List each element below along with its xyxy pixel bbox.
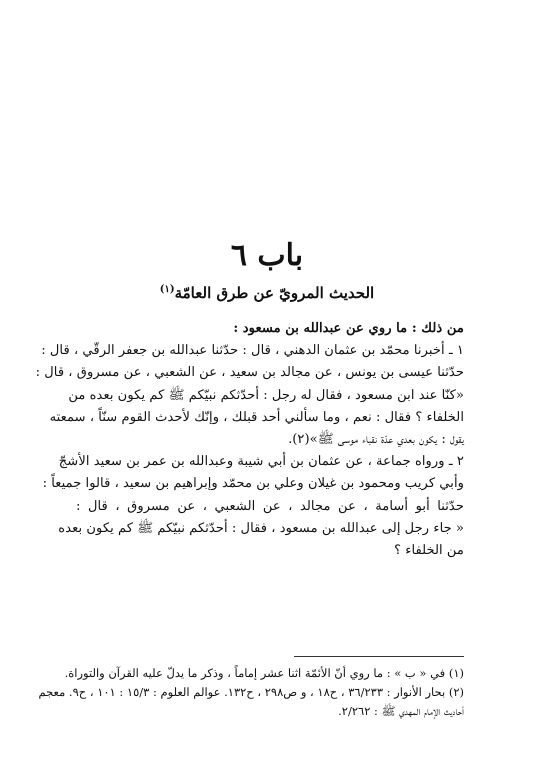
footnote: (١) في « ب » : ما روي أنّ الأئمّة اثنا عشر إماماً ، وذكر ما يدلّ عليه القرآن والتوراة. <box>64 666 464 680</box>
footnote: أحاديث الإمام المهدي ﷺ : ٢/٢٦٢. <box>338 704 464 718</box>
subtitle-text: الحديث المرويّ عن طرق العامّة <box>174 284 375 302</box>
body-line: الخلفاء ؟ فقال : نعم ، وما سألني أحد قبلك ، وإنّك لأحدث القوم سنّاً ، سمعته <box>49 409 464 425</box>
footnote: (٢) بحار الأنوار : ٣٦/٢٣٣ ، ح١٨ ، و ص٢٩٨ ، ح١٣٢. عوالم العلوم : ١٥/٣ : ١٠١ ، ح٩. معجم <box>38 685 464 699</box>
footnotes <box>38 664 464 721</box>
body-line: ١ ـ أخبرنا محمّد بن عثمان الدهني ، قال : حدّثنا عبدالله بن جعفر الرقّي ، قال : <box>41 343 464 359</box>
body-line: حدّثنا عيسى بن يونس ، عن مجالد بن سعيد ، عن الشعبي ، عن مسروق ، قال : <box>35 365 464 381</box>
body-line: من الخلفاء ؟ <box>394 542 464 558</box>
subtitle-footnote-ref: (١) <box>159 284 175 295</box>
body-line: من ذلك : ما روي عن عبدالله بن مسعود : <box>233 321 464 336</box>
body-text <box>35 318 464 562</box>
body-line: ٢ ـ ورواه جماعة ، عن عثمان بن أبي شيبة وعبدالله بن عمر بن سعيد الأشجّ <box>58 454 464 470</box>
body-line: « جاء رجل إلى عبدالله بن مسعود ، فقال : أحدّثكم نبيّكم ﷺ كم يكون بعده <box>58 520 464 536</box>
footnote-divider <box>294 656 464 657</box>
chapter-subtitle <box>0 284 534 302</box>
body-line: وأبي كريب ومحمود بن غيلان وعلي بن محمّد وإبراهيم بن سعيد ، قالوا جميعاً : <box>42 476 464 492</box>
body-line: يقول : يكون بعدي عدّة نقباء موسى ﷺ»(٢). <box>288 431 464 447</box>
body-line: حدّثنا أبو أسامة ، عن مجالد ، عن الشعبي ، عن مسروق ، قال : <box>76 498 464 514</box>
body-line: «كنّا عند ابن مسعود ، فقال له رجل : أحدّثكم نبيّكم ﷺ كم يكون بعده من <box>68 387 464 403</box>
chapter-title: باب ٦ <box>230 238 304 273</box>
